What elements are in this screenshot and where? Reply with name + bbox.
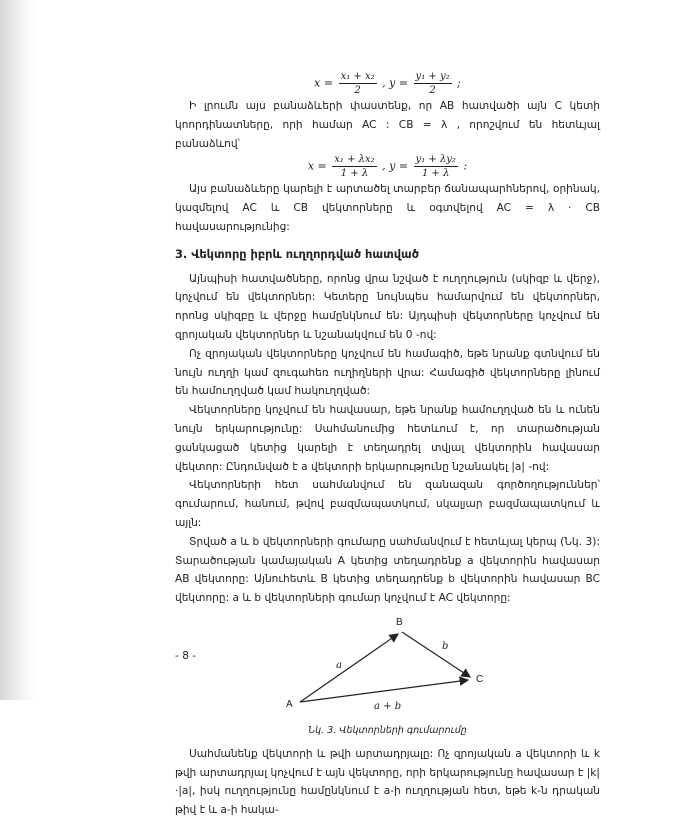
- formula-text: x =: [314, 76, 334, 90]
- fraction-denominator: 1 + λ: [340, 168, 369, 180]
- fraction-numerator: y₁ + y₂: [415, 71, 450, 82]
- formula-text: x =: [307, 159, 327, 173]
- vector-sum-figure: [175, 612, 600, 722]
- fraction-denominator: 2: [354, 85, 361, 96]
- formula-text: ;: [457, 76, 461, 90]
- figure-caption: Նկ. 3. Վեկտորների գումարումը: [308, 724, 467, 736]
- paragraph-scalar-product: Սահմանենք վեկտորի և թվի արտադրյալը: Ոչ զրոյական a վեկտորի և k թվի արտադրյալ կոչվում է այն վեկտորը, որի երկարությունը հավասար է |k|·|a|, իսկ ուղղությունը համընկնում է a-ի ուղղության հետ, եթե k-ն դրական թիվ է և a-ի հակա-: [175, 747, 600, 817]
- formula-text: :: [463, 159, 468, 173]
- fraction: [414, 70, 452, 97]
- fraction-numerator: y₁ + λy₂: [415, 154, 456, 166]
- page-content: [175, 70, 600, 820]
- fraction-numerator: x₁ + λx₂: [334, 154, 375, 166]
- fraction: [339, 70, 377, 97]
- vector-b-arrow: [402, 632, 470, 677]
- fraction-denominator: 1 + λ: [422, 168, 450, 180]
- paragraph-vector-sum: Տրված a և b վեկտորների գումարը սահմանվում է հետևյալ կերպ (Նկ. 3): Տարածության կամայական A կետից տեղադրենք a վեկտորին հավասար AB վեկտորը: Այնուհետև B կետից տեղադրենք b վեկտորին հավասար BC վեկտորը: a և b վեկտորների գումար կոչվում է AC վեկտորը:: [175, 535, 600, 605]
- vector-sum-label: a + b: [374, 700, 402, 712]
- formula-text: , y =: [382, 159, 409, 173]
- paragraph-coordinates: Ի լրումն այս բանաձևերի փաստենք, որ AB հատվածի այն C կետի կոորդինատները, որի համար AC : CB = λ , որոշվում են հետևյալ բանաձևով՝: [175, 100, 600, 150]
- fraction-denominator: 2: [429, 85, 436, 96]
- paragraph-equal-vectors: Վեկտորները կոչվում են հավասար, եթե նրանք համուղղված են և ունեն նույն երկարությունը: Սահմանումից հետևում է, որ տարածության ցանկացած կետից կարելի է տեղադրել տվյալ վեկտորին հավասար վեկտոր: Ընդունված է a վեկտորի երկարությունը նշանակել |a| -ով:: [175, 404, 600, 473]
- section-title: 3. Վեկտորը իբրև ուղղորդված հատված: [175, 246, 419, 261]
- page-edge-shadow: [0, 0, 36, 700]
- point-a-label: A: [286, 698, 293, 710]
- ratio-formula: [175, 153, 600, 180]
- vector-sum-arrow: [300, 680, 468, 702]
- vector-a-label: a: [336, 659, 342, 671]
- midpoint-formula: [175, 70, 600, 97]
- point-c-label: C: [476, 673, 484, 685]
- paragraph-operations: Վեկտորների հետ սահմանվում են զանազան գործողություններ՝ գումարում, հանում, թվով բազմապատկում, սկալյար բազմապատկում և այլն:: [175, 479, 600, 529]
- vector-a-arrow: [300, 634, 398, 702]
- paragraph-vectors-definition: Այնպիսի հատվածները, որոնց վրա նշված է ուղղություն (սկիզբ և վերջ), կոչվում են վեկտորներ: Կետերը նույնպես համարվում են վեկտորներ, որոնց սկիզբը և վերջը համընկնում են: Այդպիսի վեկտորները կոչվում են զրոյական վեկտորներ և նշանակվում են 0 -ով:: [175, 272, 600, 341]
- page-number: - 8 -: [175, 650, 197, 662]
- fraction: [414, 153, 458, 180]
- vector-triangle-diagram: [270, 612, 510, 712]
- point-b-label: B: [396, 616, 403, 628]
- paragraph-derivation: Այս բանաձևերը կարելի է արտածել տարբեր ճանապարհներով, օրինակ, կազմելով AC և CB վեկտորները և օգտվելով AC = λ · CB հավասարությունից:: [175, 183, 600, 233]
- fraction: [332, 153, 376, 180]
- vector-b-label: b: [442, 640, 449, 652]
- fraction-numerator: x₁ + x₂: [340, 71, 375, 82]
- paragraph-collinear: Ոչ զրոյական վեկտորները կոչվում են համագիծ, եթե նրանք գտնվում են նույն ուղղի կամ զուգահեռ ուղիղների վրա: Համագիծ վեկտորները լինում են համուղղված կամ հակուղղված:: [175, 347, 600, 398]
- formula-text: , y =: [382, 76, 409, 90]
